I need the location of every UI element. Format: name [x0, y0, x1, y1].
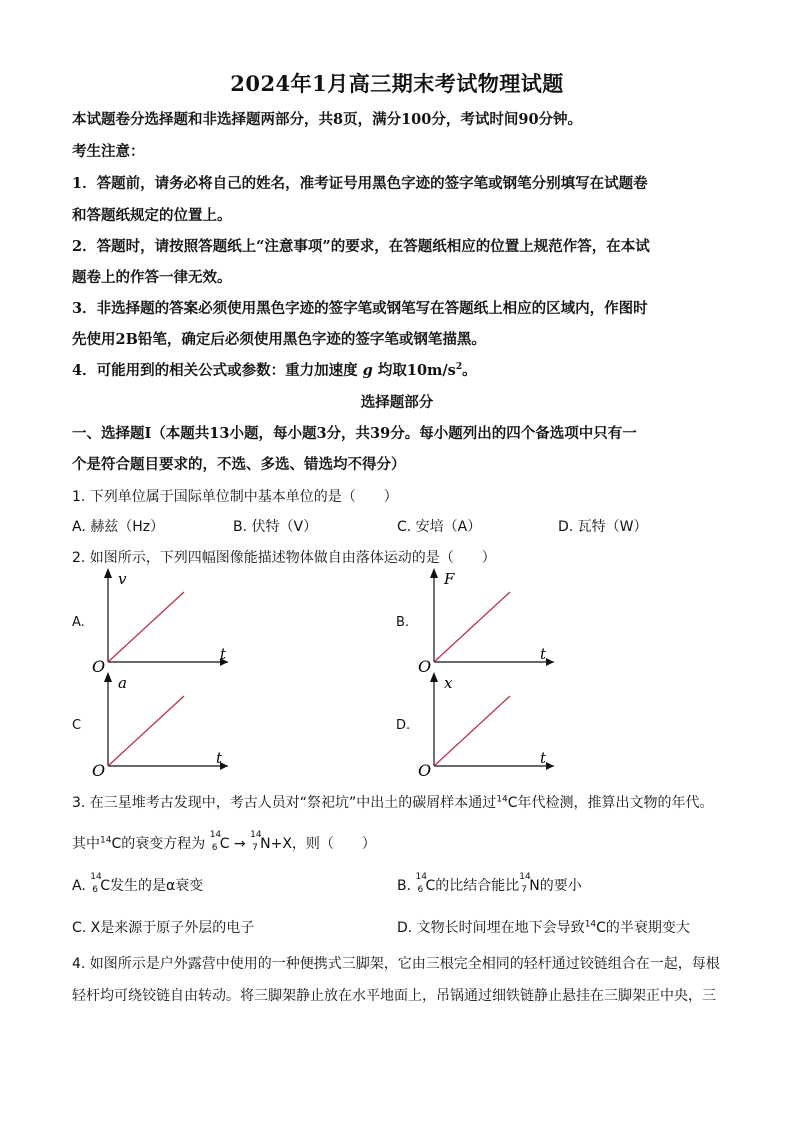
c-nuclide-numbers: 14 6 — [209, 830, 222, 853]
q1-option-b: B. 伏特（V） — [233, 519, 318, 535]
q2-graph-d-label: D. — [396, 718, 411, 733]
q3-option-d: D. 文物长时间埋在地下会导致$^{14}$C的半衰期变大 — [397, 919, 690, 936]
q2-graph-d — [414, 670, 564, 778]
origin-label: O — [92, 761, 106, 778]
part1-line2: 个是符合题目要求的，不选、多选、错选均不得分） — [72, 456, 406, 473]
y-axis-arrow — [104, 568, 112, 578]
origin-label: O — [418, 657, 432, 674]
origin-label: O — [92, 657, 106, 674]
q2-graph-a — [88, 566, 238, 674]
graph-line — [434, 592, 510, 662]
y-axis-arrow — [430, 672, 438, 682]
y-axis-arrow — [104, 672, 112, 682]
q3-option-b: B. 14 6 C的比结合能比 14 7 N的要小 — [397, 872, 582, 895]
q2-graph-b-label: B. — [396, 615, 410, 630]
q2-graph-c — [88, 670, 238, 778]
graph-line — [108, 592, 184, 662]
notice-4: 4．可能用到的相关公式或参数：重力加速度 g 均取$10m/s^2$。 — [72, 362, 477, 379]
notice-2-line2: 题卷上的作答一律无效。 — [72, 269, 232, 286]
y-axis-label: v — [118, 570, 127, 588]
y-axis-label: x — [444, 674, 453, 692]
y-axis-label: F — [444, 570, 455, 588]
q1-stem: 1. 下列单位属于国际单位制中基本单位的是（ ） — [72, 489, 398, 505]
page-title: 2024年1月高三期末考试物理试题 — [230, 71, 564, 96]
q2-graph-c-label: C — [72, 718, 82, 733]
origin-label: O — [418, 761, 432, 778]
graph-line — [434, 696, 510, 766]
x-axis-label: t — [220, 645, 227, 663]
q3-option-c: C. X是来源于原子外层的电子 — [72, 920, 255, 936]
y-axis-label: a — [118, 674, 127, 692]
notice-heading: 考生注意： — [72, 143, 145, 160]
q2-stem: 2. 如图所示，下列四幅图像能描述物体做自由落体运动的是（ ） — [72, 550, 496, 566]
q3-option-a: A. 14 6 C发生的是α衰变 — [72, 872, 204, 895]
q1-option-c: C. 安培（A） — [397, 519, 482, 535]
q4-line2: 轻杆均可绕铰链自由转动。将三脚架静止放在水平地面上，吊锅通过细铁链静止悬挂在三脚架正中央，三 — [72, 988, 716, 1004]
notice-3-line1: 3．非选择题的答案必须使用黑色字迹的签字笔或钢笔写在答题纸上相应的区域内，作图时 — [72, 300, 648, 317]
q4-line1: 4. 如图所示是户外露营中使用的一种便携式三脚架，它由三根完全相同的轻杆通过铰链组合在一起，每根 — [72, 956, 720, 972]
x-axis-label: t — [216, 749, 223, 767]
q3-line2: 其中$^{14}$C的衰变方程为 14 6 C → 14 7 N+X，则（ ） — [72, 830, 376, 853]
intro-text: 本试题卷分选择题和非选择题两部分，共8页，满分100分，考试时间90分钟。 — [72, 111, 583, 128]
n-nuclide-numbers: 14 7 — [250, 830, 262, 853]
q2-graph-a-label: A. — [72, 615, 85, 630]
notice-1-line1: 1．答题前，请务必将自己的姓名，准考证号用黑色字迹的签字笔或钢笔分别填写在试题卷 — [72, 175, 648, 192]
q2-graph-b — [414, 566, 564, 674]
x-axis-arrow — [546, 762, 554, 770]
x-axis-label: t — [540, 749, 547, 767]
x-axis-label: t — [540, 645, 547, 663]
x-axis-arrow — [546, 658, 554, 666]
notice-1-line2: 和答题纸规定的位置上。 — [72, 207, 232, 224]
q1-option-a: A. 赫兹（Hz） — [72, 519, 165, 535]
notice-3-line2: 先使用2B铅笔，确定后必须使用黑色字迹的签字笔或钢笔描黑。 — [72, 331, 486, 348]
section-title: 选择题部分 — [360, 394, 434, 411]
q3-line1: 3. 在三星堆考古发现中，考古人员对“祭祀坑”中出土的碳屑样本通过$^{14}$C年代检测，推算出文物的年代。 — [72, 794, 714, 811]
y-axis-arrow — [430, 568, 438, 578]
notice-2-line1: 2．答题时，请按照答题纸上“注意事项”的要求，在答题纸相应的位置上规范作答，在本试 — [72, 238, 650, 255]
q1-option-d: D. 瓦特（W） — [558, 519, 648, 535]
part1-line1: 一、选择题Ⅰ（本题共13小题，每小题3分，共39分。每小题列出的四个备选项中只有一 — [72, 425, 637, 442]
graph-line — [108, 696, 184, 766]
